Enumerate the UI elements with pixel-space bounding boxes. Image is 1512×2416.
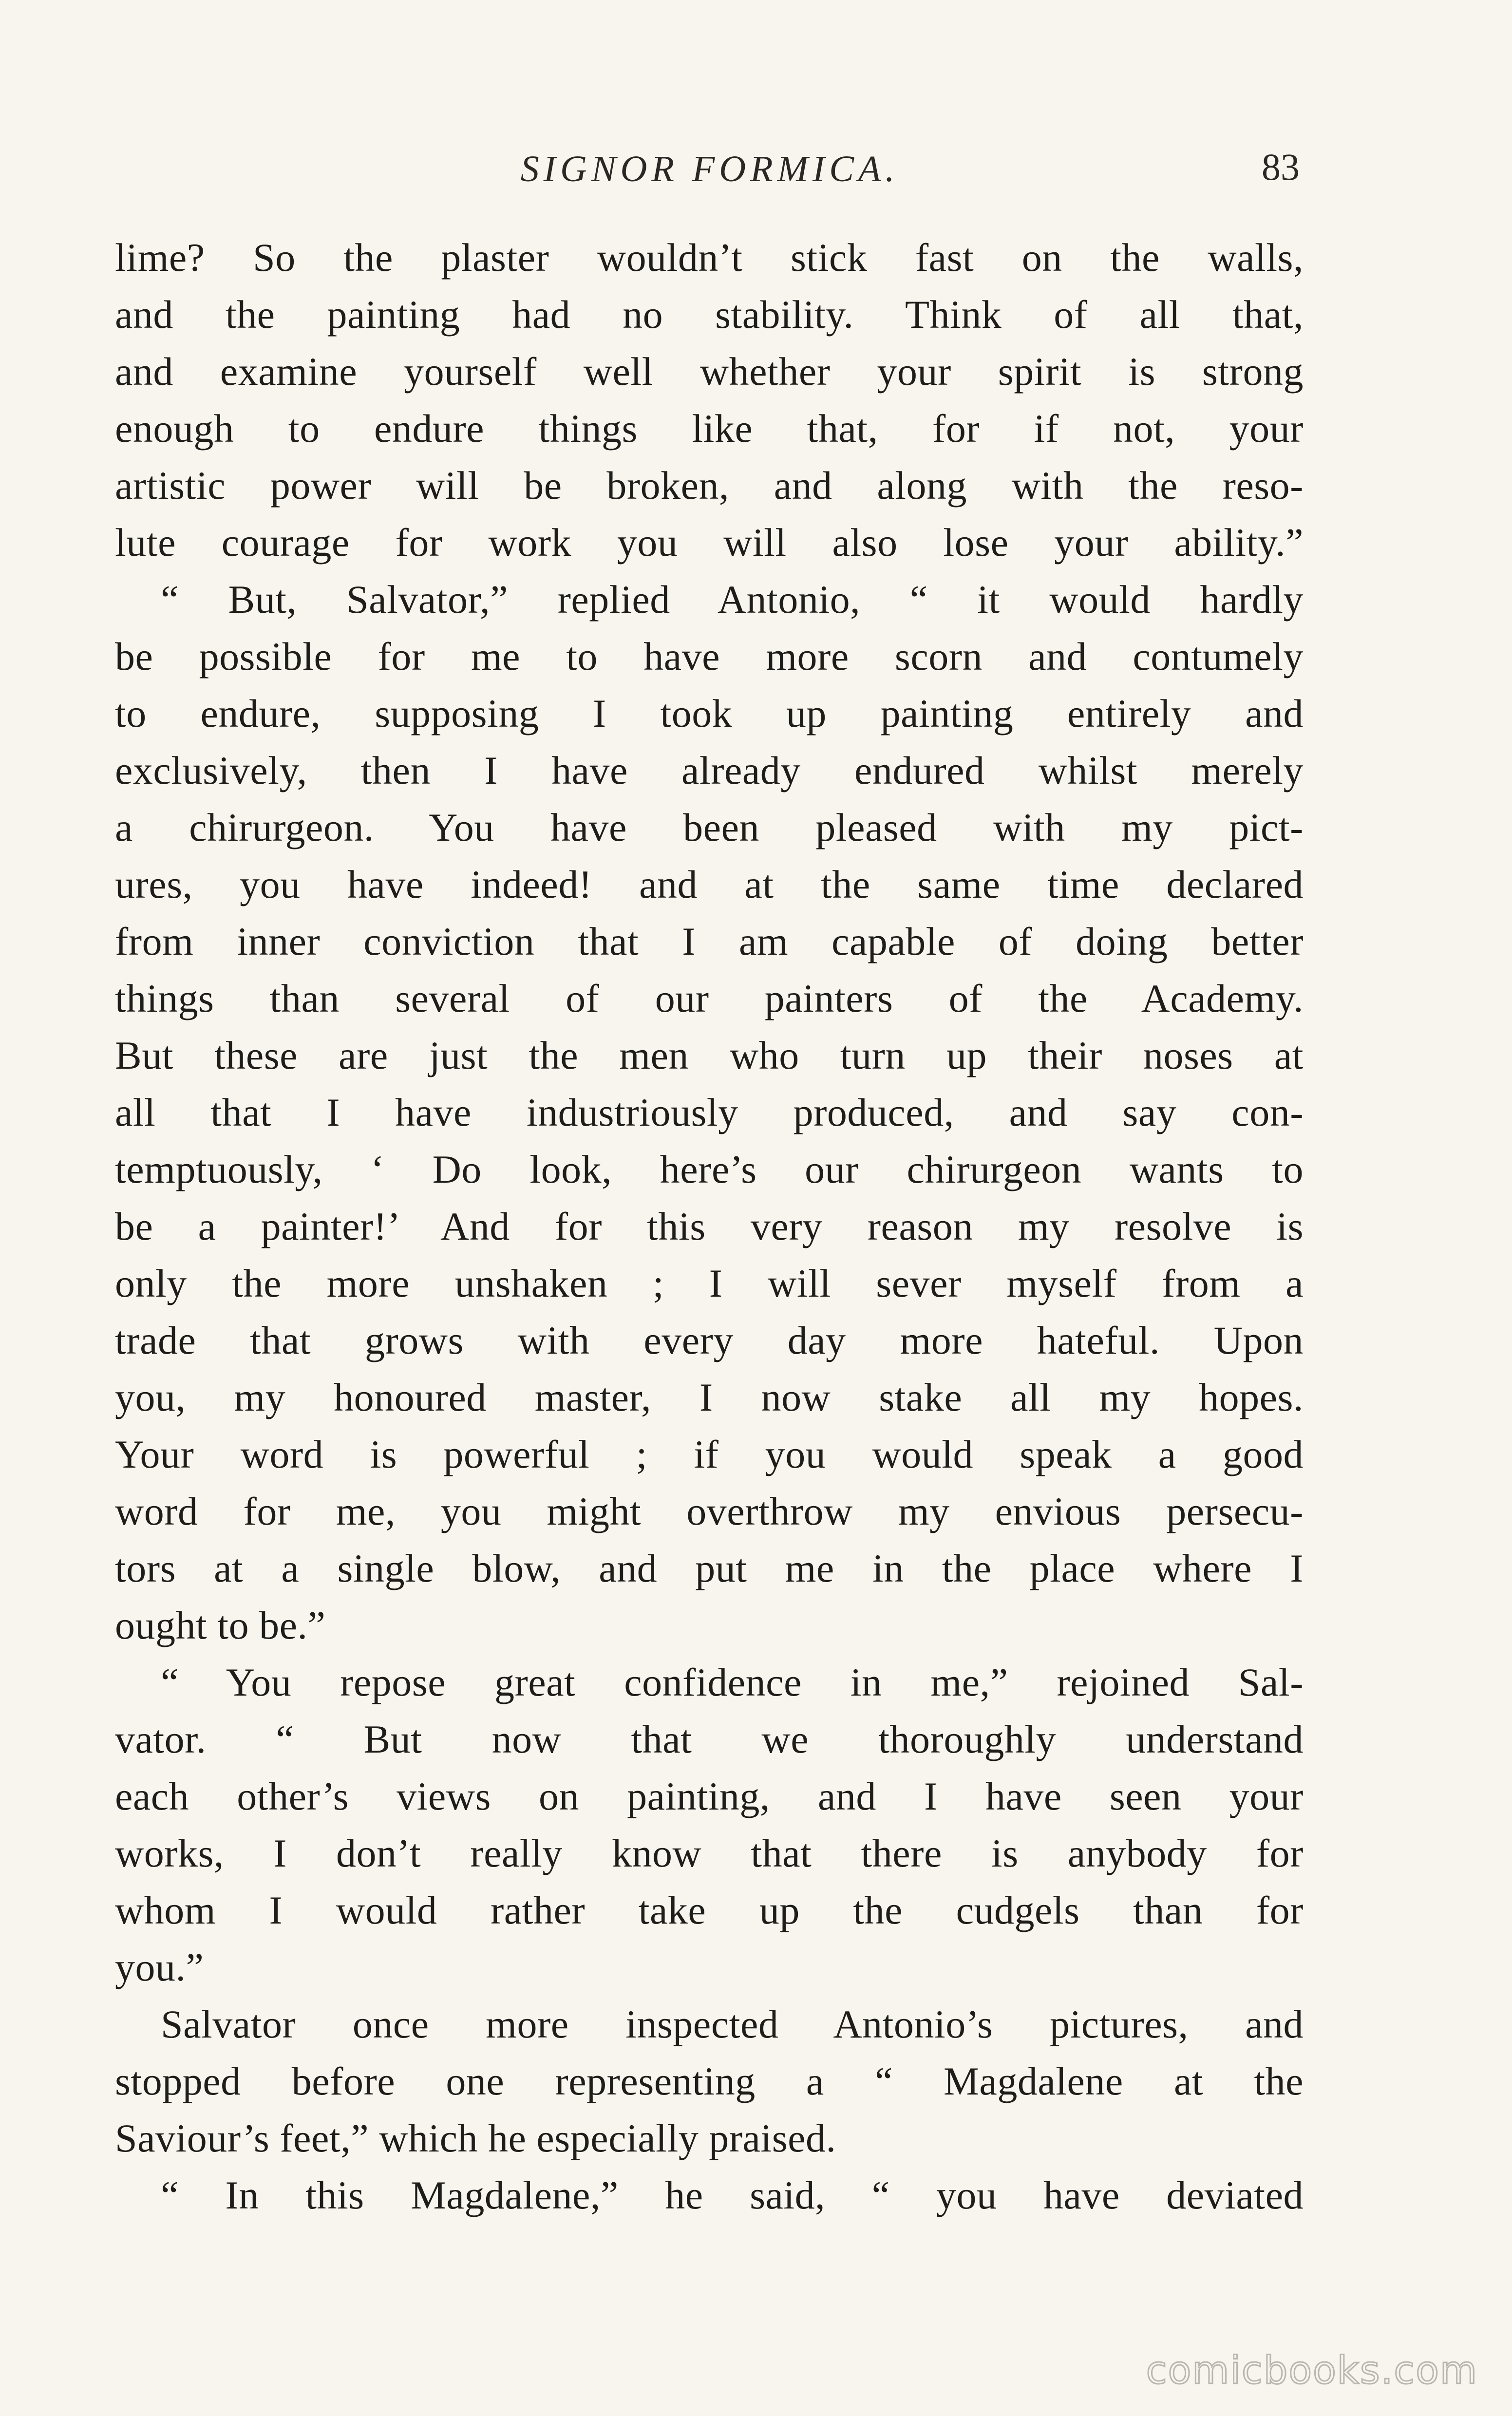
text-line: and examine yourself well whether your spirit is strong — [115, 349, 1304, 394]
text-line: all that I have industriously produced, and say con- — [115, 1090, 1304, 1134]
text-line: and the painting had no stability. Think of all that, — [115, 292, 1304, 337]
text-line: a chirurgeon. You have been pleased with my pict- — [115, 805, 1304, 849]
text-line: ought to be.” — [115, 1603, 326, 1647]
text-line: “ In this Magdalene,” he said, “ you have deviated — [161, 2173, 1304, 2217]
running-head — [112, 142, 1307, 196]
text-line: things than several of our painters of the Academy. — [115, 976, 1304, 1020]
running-title: SIGNOR FORMICA. — [520, 148, 899, 189]
text-line: you, my honoured master, I now stake all my hopes. — [115, 1375, 1304, 1419]
text-line: each other’s views on painting, and I have seen your — [115, 1774, 1304, 1818]
text-line: Saviour’s feet,” which he especially praised. — [115, 2116, 836, 2160]
text-line: lute courage for work you will also lose your ability.” — [115, 520, 1304, 565]
text-line: works, I don’t really know that there is anybody for — [115, 1831, 1304, 1875]
text-line: to endure, supposing I took up painting entirely and — [115, 691, 1304, 736]
watermark: comicbooks.com — [1146, 2349, 1478, 2393]
text-line: vator. “ But now that we thoroughly understand — [115, 1717, 1304, 1761]
text-line: Salvator once more inspected Antonio’s pictures, and — [161, 2002, 1304, 2046]
text-line: word for me, you might overthrow my envious persecu- — [115, 1489, 1304, 1533]
text-line: be possible for me to have more scorn and contumely — [115, 634, 1304, 679]
text-line: you.” — [115, 1945, 204, 1989]
text-line: only the more unshaken ; I will sever myself from a — [115, 1261, 1304, 1305]
text-line: temptuously, ‘ Do look, here’s our chirurgeon wants to — [115, 1147, 1304, 1191]
text-line: “ But, Salvator,” replied Antonio, “ it would hardly — [161, 577, 1304, 622]
text-line: enough to endure things like that, for if not, your — [115, 406, 1304, 451]
text-line: artistic power will be broken, and along with the reso- — [115, 463, 1304, 508]
text-line: But these are just the men who turn up their noses at — [115, 1033, 1304, 1077]
text-line: tors at a single blow, and put me in the place where I — [115, 1546, 1304, 1590]
text-line: from inner conviction that I am capable of doing better — [115, 919, 1304, 963]
text-line: exclusively, then I have already endured whilst merely — [115, 748, 1304, 793]
text-line: be a painter!’ And for this very reason my resolve is — [115, 1204, 1304, 1248]
text-line: “ You repose great confidence in me,” rejoined Sal- — [161, 1660, 1304, 1704]
text-line: trade that grows with every day more hateful. Upon — [115, 1318, 1304, 1362]
text-line: Your word is powerful ; if you would speak a good — [115, 1432, 1304, 1476]
text-line: stopped before one representing a “ Magdalene at the — [115, 2059, 1304, 2103]
text-line: whom I would rather take up the cudgels than for — [115, 1888, 1304, 1932]
body-text — [115, 229, 1304, 2224]
page-number: 83 — [1262, 146, 1300, 188]
text-line: lime? So the plaster wouldn’t stick fast on the walls, — [115, 235, 1304, 280]
text-line: ures, you have indeed! and at the same time declared — [115, 862, 1304, 906]
